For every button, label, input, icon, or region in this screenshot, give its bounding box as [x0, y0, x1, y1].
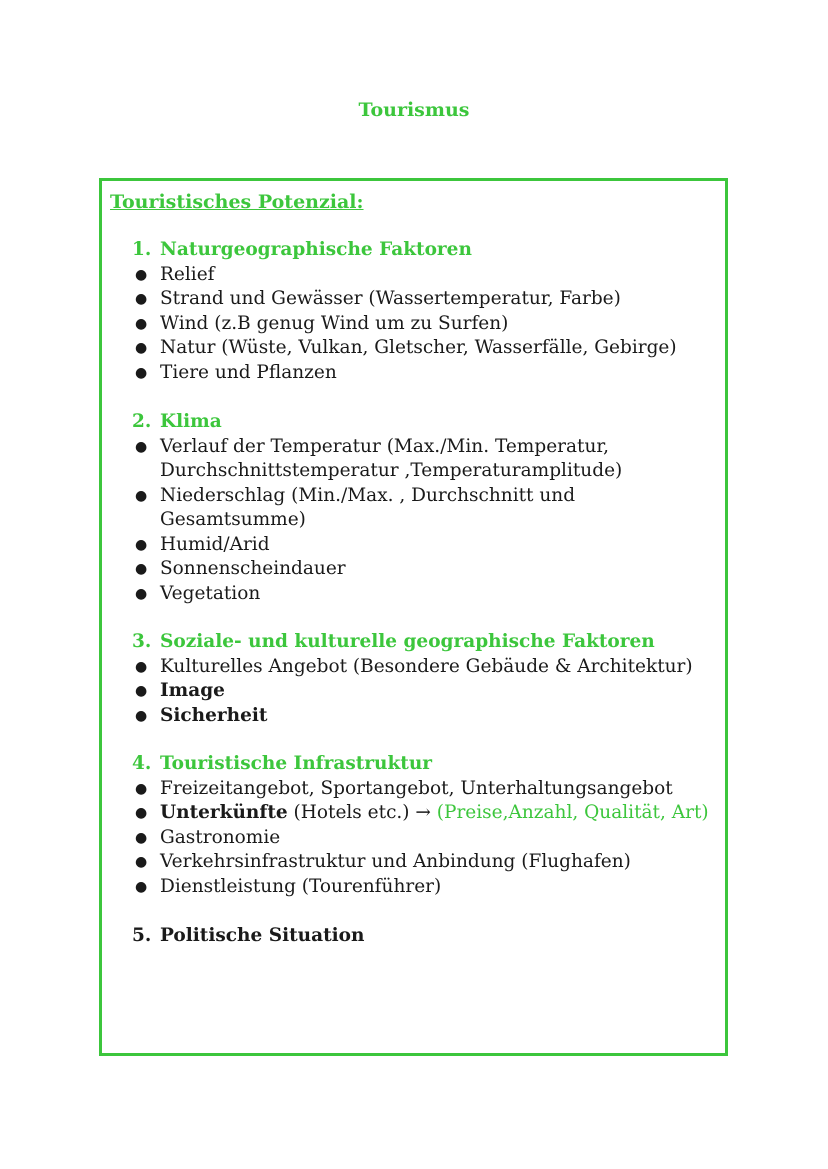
list-item	[132, 533, 719, 558]
section-title	[132, 238, 719, 263]
list-item	[132, 704, 719, 729]
bullet-icon: ●	[135, 829, 148, 846]
section-klima	[132, 410, 719, 606]
section-title-text: Soziale- und kulturelle geographische Faktoren	[160, 631, 655, 652]
section-title-text: Politische Situation	[160, 925, 365, 946]
bullet-icon: ●	[135, 683, 148, 699]
list-item	[132, 484, 719, 533]
list-item-text: Gastronomie	[160, 826, 281, 848]
list-item-text: Verlauf der Temperatur (Max./Min. Temperatur, Durchschnittstemperatur ,Temperaturamplitude)	[160, 435, 623, 481]
bullet-icon: ●	[135, 854, 148, 870]
section-politische-situation	[132, 924, 719, 949]
section-title	[132, 410, 719, 435]
list-item-text: Vegetation	[160, 582, 261, 604]
bullet-icon: ●	[135, 340, 148, 356]
bullet-icon: ●	[135, 487, 148, 504]
list-item-text: Tiere und Pflanzen	[160, 361, 337, 383]
list-item	[132, 655, 719, 680]
list-item-highlight-text: (Preise,Anzahl, Qualität, Art)	[436, 802, 709, 823]
list-item-text: Wind (z.B genug Wind um zu Surfen)	[160, 312, 509, 334]
bullet-icon: ●	[135, 438, 148, 455]
list-item	[132, 557, 719, 582]
list-item-text: Natur (Wüste, Vulkan, Gletscher, Wasserfälle, Gebirge)	[160, 337, 677, 358]
list-item-text: Strand und Gewässer (Wassertemperatur, Farbe)	[160, 288, 621, 309]
bullet-icon: ●	[135, 805, 148, 821]
bullet-icon: ●	[135, 266, 148, 283]
list-item	[132, 336, 719, 361]
bullet-icon: ●	[135, 658, 148, 675]
bullet-icon: ●	[135, 585, 148, 602]
bullet-icon: ●	[135, 878, 148, 895]
list-item-text: Freizeitangebot, Sportangebot, Unterhaltungsangebot	[160, 777, 673, 799]
section-naturgeographische-faktoren	[132, 238, 719, 385]
page-title: Tourismus	[358, 99, 470, 121]
bullet-icon: ●	[135, 315, 148, 332]
section-number: 2.	[132, 411, 152, 432]
section-number: 5.	[132, 925, 152, 946]
section-title	[132, 924, 719, 949]
bullet-icon: ●	[135, 364, 148, 381]
list-item	[132, 875, 719, 900]
list-item	[132, 679, 719, 704]
list-item-text: Sonnenscheindauer	[160, 558, 346, 579]
list-item-text: Kulturelles Angebot (Besondere Gebäude & Architektur)	[160, 655, 693, 677]
section-title	[132, 630, 719, 655]
list-item	[132, 263, 719, 288]
list-item	[132, 312, 719, 337]
list-item	[132, 582, 719, 607]
list-item	[132, 287, 719, 312]
list-item-text: Humid/Arid	[160, 533, 270, 555]
list-item	[132, 826, 719, 851]
item-list	[132, 777, 719, 900]
list-item-text: Verkehrsinfrastruktur und Anbindung (Flughafen)	[160, 851, 631, 872]
potential-box	[99, 178, 728, 1056]
section-soziale-kulturelle-faktoren	[132, 630, 719, 728]
section-title-text: Klima	[160, 411, 222, 432]
item-list	[132, 655, 719, 729]
section-number: 1.	[132, 239, 152, 260]
list-item-text: Sicherheit	[160, 704, 268, 726]
bullet-icon: ●	[135, 780, 148, 797]
section-title-text: Naturgeographische Faktoren	[160, 239, 472, 260]
list-item	[132, 361, 719, 386]
list-item	[132, 435, 719, 484]
item-list	[132, 263, 719, 386]
list-item-text: Relief	[160, 263, 215, 285]
bullet-icon: ●	[135, 561, 148, 577]
list-item	[132, 777, 719, 802]
section-title-text: Touristische Infrastruktur	[160, 753, 433, 774]
section-touristische-infrastruktur	[132, 752, 719, 899]
box-heading: Touristisches Potenzial:	[110, 191, 364, 213]
bullet-icon: ●	[135, 536, 148, 553]
bullet-icon: ●	[135, 291, 148, 307]
bullet-icon: ●	[135, 707, 148, 724]
list-item-bold-text: Unterkünfte	[160, 802, 288, 823]
section-title	[132, 752, 719, 777]
list-item	[132, 801, 719, 826]
list-item-text: Dienstleistung (Tourenführer)	[160, 875, 442, 897]
list-item	[132, 850, 719, 875]
list-item-text: Niederschlag (Min./Max. , Durchschnitt und Gesamtsumme)	[160, 484, 576, 530]
section-number: 4.	[132, 753, 152, 774]
list-item-text: (Hotels etc.) →	[287, 802, 437, 823]
section-number: 3.	[132, 631, 152, 652]
item-list	[132, 435, 719, 607]
list-item-text: Image	[160, 680, 225, 701]
